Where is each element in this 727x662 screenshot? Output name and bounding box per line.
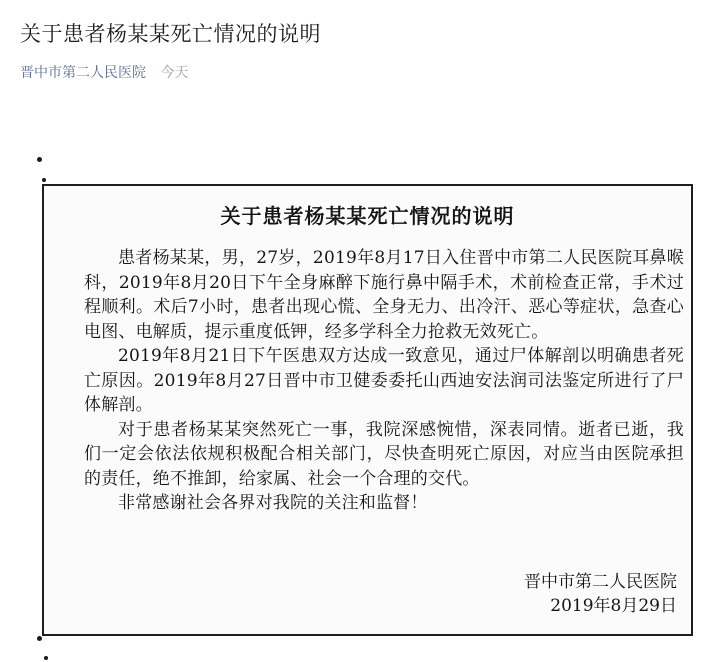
signature: 晋中市第二人民医院	[524, 572, 677, 592]
article-title: 关于患者杨某某死亡情况的说明	[20, 22, 321, 46]
paragraph: 患者杨某某，男，27岁，2019年8月17日入住晋中市第二人民医院耳鼻喉科，2019年8月20日下午全身麻醉下施行鼻中隔手术，术前检查正常，手术过程顺利。术后7小时，患者出现心慌、全身无力、出冷汗、恶心等症状，急查心电图、电解质，提示重度低钾，经多学科全力抢救无效死亡。	[84, 248, 684, 342]
signature-block	[524, 570, 677, 618]
paragraph: 对于患者杨某某突然死亡一事，我院深感惋惜，深表同情。逝者已逝，我们一定会依法依规积极配合相关部门，尽快查明死亡原因，对应当由医院承担的责任，绝不推卸，给家属、社会一个合理的交代。	[84, 419, 684, 489]
publish-date: 今天	[160, 65, 189, 81]
paragraph: 非常感谢社会各界对我院的关注和监督！	[118, 493, 428, 513]
paragraph: 2019年8月21日下午医患双方达成一致意见，通过尸体解剖以明确患者死亡原因。2019年8月27日晋中市卫健委委托山西迪安法润司法鉴定所进行了尸体解剖。	[84, 346, 684, 415]
article-meta	[20, 62, 188, 82]
decorative-dot	[44, 656, 48, 660]
account-name-link[interactable]: 晋中市第二人民医院	[20, 65, 146, 81]
notice-title: 关于患者杨某某死亡情况的说明	[220, 204, 515, 228]
decorative-dot	[37, 636, 42, 641]
notice-body	[84, 246, 684, 516]
decorative-dot	[37, 157, 42, 162]
decorative-dot	[42, 178, 46, 182]
sign-date: 2019年8月29日	[550, 596, 677, 616]
notice-image	[42, 184, 693, 636]
